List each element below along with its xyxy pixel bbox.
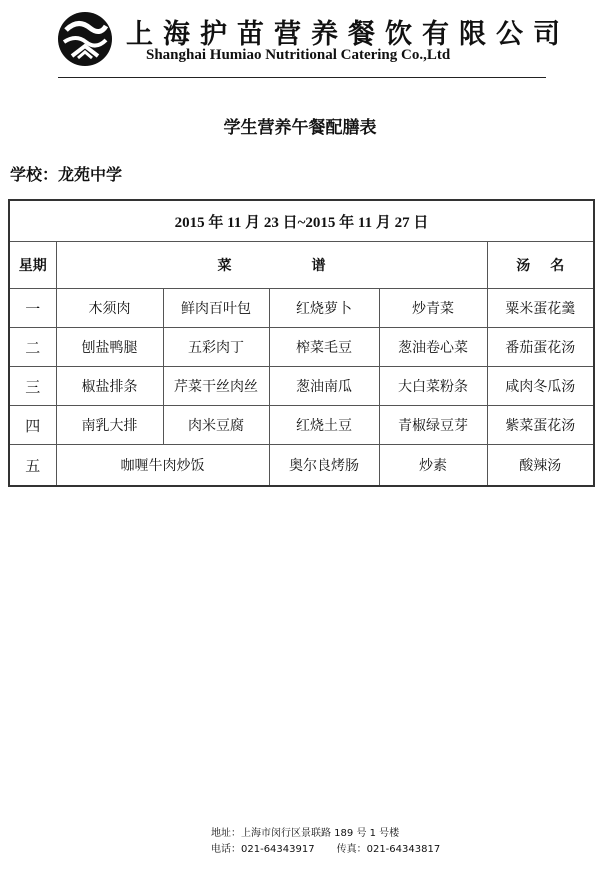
weekday-cell: 五 — [9, 445, 56, 487]
soup-cell: 番茄蛋花汤 — [487, 328, 594, 367]
dish-cell: 青椒绿豆芽 — [379, 406, 487, 445]
dish-cell: 葱油卷心菜 — [379, 328, 487, 367]
dish-cell: 肉米豆腐 — [163, 406, 269, 445]
soup-cell: 咸肉冬瓜汤 — [487, 367, 594, 406]
header-dishes-label: 菜谱 — [217, 258, 406, 274]
dish-cell: 红烧土豆 — [269, 406, 379, 445]
table-row — [9, 406, 594, 445]
soup-cell: 酸辣汤 — [487, 445, 594, 487]
menu-table — [8, 199, 595, 487]
company-logo-icon — [56, 10, 114, 68]
header-row — [9, 242, 594, 289]
date-row — [9, 200, 594, 242]
footer-address: 地址：上海市闵行区景联路 189 号 1 号楼 — [211, 828, 400, 839]
weekday-cell: 四 — [9, 406, 56, 445]
dish-cell: 木须肉 — [56, 289, 163, 328]
dish-cell: 鲜肉百叶包 — [163, 289, 269, 328]
dish-cell: 芹菜干丝肉丝 — [163, 367, 269, 406]
table-row — [9, 367, 594, 406]
date-range: 2015 年 11 月 23 日~2015 年 11 月 27 日 — [9, 200, 594, 242]
dish-cell: 椒盐排条 — [56, 367, 163, 406]
table-row — [9, 328, 594, 367]
company-footer — [211, 826, 440, 858]
dish-cell: 刨盐鸭腿 — [56, 328, 163, 367]
dish-cell: 葱油南瓜 — [269, 367, 379, 406]
header-divider — [58, 77, 546, 78]
dish-cell: 榨菜毛豆 — [269, 328, 379, 367]
dish-cell: 大白菜粉条 — [379, 367, 487, 406]
dish-cell: 五彩肉丁 — [163, 328, 269, 367]
header-weekday: 星期 — [9, 242, 56, 289]
footer-contact — [211, 842, 440, 858]
school-label: 学校： — [10, 165, 59, 184]
school-name: 龙苑中学 — [58, 165, 123, 184]
company-header — [56, 6, 570, 76]
dish-cell: 南乳大排 — [56, 406, 163, 445]
weekday-cell: 三 — [9, 367, 56, 406]
soup-cell: 紫菜蛋花汤 — [487, 406, 594, 445]
dish-cell: 炒青菜 — [379, 289, 487, 328]
dish-cell: 红烧萝卜 — [269, 289, 379, 328]
school-line — [10, 162, 122, 185]
header-soup — [487, 242, 594, 289]
header-dishes — [56, 242, 487, 289]
header-soup-label: 汤名 — [516, 258, 585, 274]
company-name-en: Shanghai Humiao Nutritional Catering Co.,Ltd — [146, 47, 451, 63]
document-title: 学生营养午餐配膳表 — [223, 118, 377, 138]
dish-cell: 炒素 — [379, 445, 487, 487]
table-row — [9, 445, 594, 487]
dish-cell: 咖喱牛肉炒饭 — [56, 445, 269, 487]
footer-phone: 电话：021-64343917 — [211, 844, 315, 855]
dish-cell: 奥尔良烤肠 — [269, 445, 379, 487]
table-row — [9, 289, 594, 328]
company-name-cn: 上海护苗营养餐饮有限公司 — [126, 19, 570, 50]
weekday-cell: 一 — [9, 289, 56, 328]
footer-fax: 传真：021-64343817 — [336, 844, 441, 855]
weekday-cell: 二 — [9, 328, 56, 367]
soup-cell: 粟米蛋花羹 — [487, 289, 594, 328]
